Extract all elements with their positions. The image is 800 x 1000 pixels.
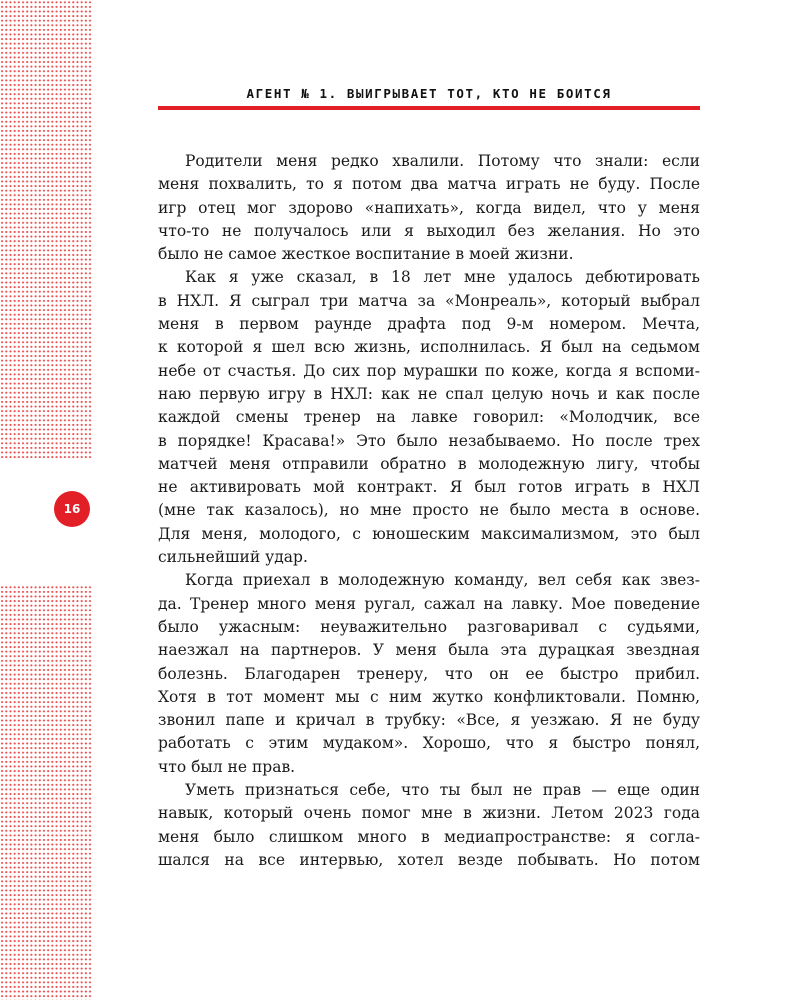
text-line: что-то не получалось или я выходил без желания. Но это	[158, 221, 700, 240]
text-line: Хотя в тот момент мы с ним жутко конфликтовали. Помню,	[158, 687, 700, 706]
text-line: меня в первом раунде драфта под 9-м номером. Мечта,	[158, 315, 700, 334]
text-line: (мне так казалось), но мне просто не было места в основе.	[158, 501, 700, 520]
paragraph	[158, 266, 700, 569]
text-line: к которой я шел всю жизнь, исполнилась. Я был на седьмом	[158, 338, 700, 357]
running-header: АГЕНТ № 1. ВЫИГРЫВАЕТ ТОТ, КТО НЕ БОИТСЯ	[246, 86, 612, 101]
text-line: не активировать мой контракт. Я был готов играть в НХЛ	[158, 478, 700, 497]
text-line: в порядке! Красава!» Это было незабываемо. Но после трех	[158, 431, 700, 450]
header-rule	[158, 106, 700, 110]
text-line: Когда приехал в молодежную команду, вел себя как звез-	[185, 571, 700, 590]
text-line: Для меня, молодого, с юношеским максимализмом, это был	[158, 524, 700, 543]
text-line: да. Тренер много меня ругал, сажал на лавку. Мое поведение	[158, 594, 700, 613]
body-text	[158, 150, 700, 872]
text-line: небе от счастья. До сих пор мурашки по коже, когда я вспоми-	[158, 361, 700, 380]
page-number-badge: 16	[54, 491, 90, 527]
text-line: что был не прав.	[158, 757, 296, 776]
text-line: навык, который очень помог мне в жизни. Летом 2023 года	[158, 804, 700, 823]
text-line: меня было слишком много в медиапространстве: я согла-	[158, 827, 700, 846]
text-line: игр отец мог здорово «напихать», когда видел, что у меня	[158, 198, 700, 217]
text-line: сильнейший удар.	[158, 548, 308, 567]
text-line: наю первую игру в НХЛ: как не спал целую ночь и как после	[158, 384, 700, 403]
text-line: звонил папе и кричал в трубку: «Все, я уезжаю. Я не буду	[158, 711, 700, 730]
text-line: матчей меня отправили обратно в молодежную лигу, чтобы	[158, 454, 700, 473]
text-line: работать с этим мудаком». Хорошо, что я быстро понял,	[158, 734, 700, 753]
text-line: меня похвалить, то я потом два матча играть не буду. После	[158, 175, 700, 194]
paragraph	[158, 150, 700, 266]
text-line: Как я уже сказал, в 18 лет мне удалось дебютировать	[185, 268, 700, 287]
text-line: было ужасным: неуважительно разговаривал с судьями,	[158, 617, 700, 636]
text-line: Родители меня редко хвалили. Потому что знали: если	[185, 152, 700, 170]
dotted-margin-pattern-top	[0, 0, 92, 460]
text-line: шался на все интервью, хотел везде побывать. Но потом	[158, 850, 700, 869]
text-line: наезжал на партнеров. У меня была эта дурацкая звездная	[158, 641, 700, 660]
text-line: было не самое жесткое воспитание в моей жизни.	[158, 245, 574, 264]
text-line: каждой смены тренер на лавке говорил: «Молодчик, все	[158, 408, 700, 427]
paragraph	[158, 569, 700, 779]
dotted-margin-pattern-bottom	[0, 585, 92, 1000]
text-line: Уметь признаться себе, что ты был не прав — еще один	[185, 781, 700, 800]
text-line: в НХЛ. Я сыграл три матча за «Монреаль», который выбрал	[158, 291, 700, 310]
paragraph	[158, 779, 700, 872]
text-line: болезнь. Благодарен тренеру, что он ее быстро прибил.	[158, 664, 700, 683]
